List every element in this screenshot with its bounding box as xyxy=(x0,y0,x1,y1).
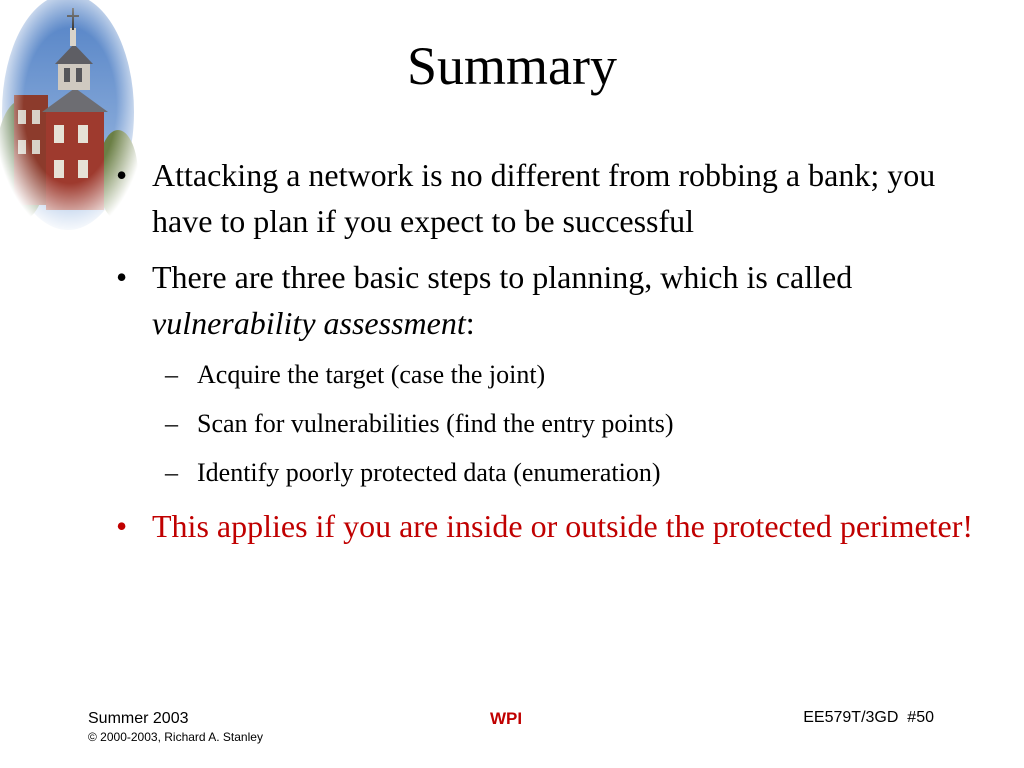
bullet-item xyxy=(110,254,980,346)
sub-bullet-mark: – xyxy=(165,458,178,487)
bullet-mark: • xyxy=(116,157,128,193)
bullet-list xyxy=(110,152,980,559)
footer-term: Summer 2003 xyxy=(88,710,189,727)
sub-bullet-item xyxy=(110,454,980,492)
sub-bullet-text: Identify poorly protected data (enumeration) xyxy=(197,458,661,487)
footer-copyright: © 2000-2003, Richard A. Stanley xyxy=(88,730,263,744)
footer-course-slide-number: EE579T/3GD #50 xyxy=(803,709,934,726)
bullet-item-highlight xyxy=(110,503,980,549)
bullet-emphasis: vulnerability assessment xyxy=(152,305,466,341)
bullet-item xyxy=(110,152,980,244)
bullet-mark: • xyxy=(116,259,128,295)
sub-bullet-item xyxy=(110,405,980,443)
sub-bullet-text: Scan for vulnerabilities (find the entry points) xyxy=(197,409,674,438)
sub-bullet-mark: – xyxy=(165,409,178,438)
footer-left xyxy=(88,709,263,745)
sub-bullet-text: Acquire the target (case the joint) xyxy=(197,360,546,389)
bullet-text: This applies if you are inside or outside the protected perimeter! xyxy=(152,508,974,544)
bullet-text: There are three basic steps to planning, which is called xyxy=(152,259,853,295)
sub-bullet-mark: – xyxy=(165,360,178,389)
footer-wpi: WPI xyxy=(490,709,523,728)
slide-title: Summary xyxy=(407,36,617,96)
bullet-text-suffix: : xyxy=(465,305,475,341)
bullet-mark: • xyxy=(116,508,128,544)
bullet-text: Attacking a network is no different from robbing a bank; you have to plan if you expect to be successful xyxy=(152,157,936,239)
sub-bullet-item xyxy=(110,356,980,394)
